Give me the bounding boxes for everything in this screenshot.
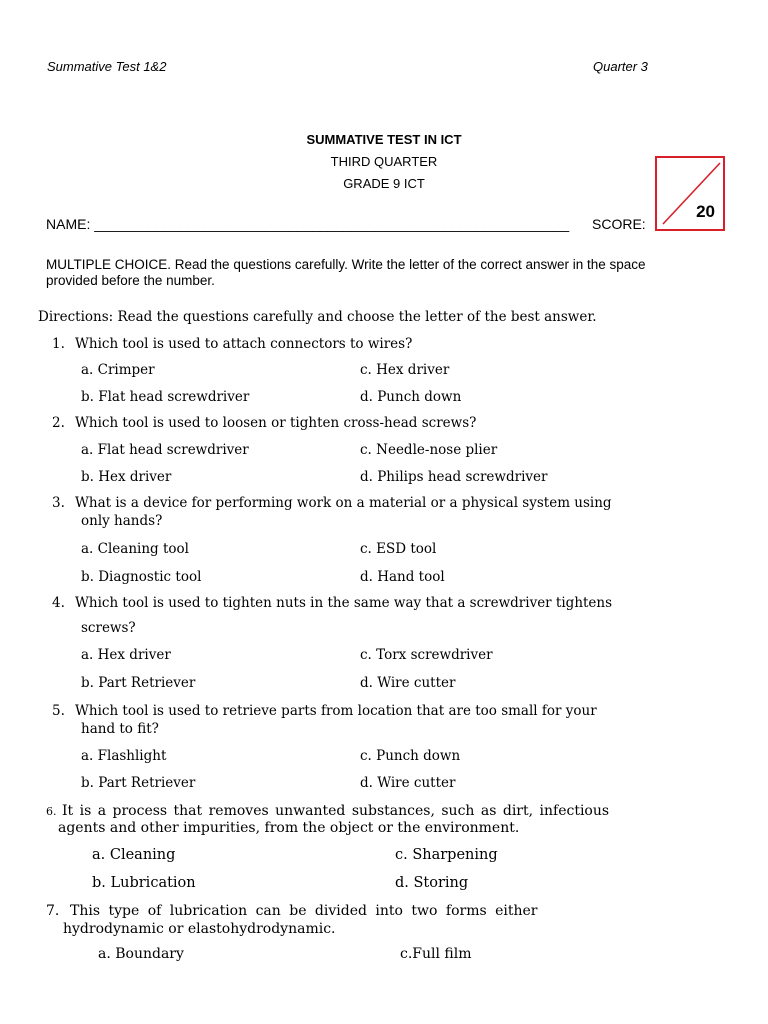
- header-left: Summative Test 1&2: [47, 59, 167, 74]
- question-3-number: 3.: [52, 495, 65, 511]
- question-6-option-d: d. Storing: [395, 875, 469, 891]
- quarter-title: THIRD QUARTER: [330, 154, 438, 169]
- question-1-option-a: a. Crimper: [81, 362, 155, 378]
- question-3-option-c: c. ESD tool: [360, 541, 437, 557]
- question-1-option-b: b. Flat head screwdriver: [81, 389, 250, 405]
- question-6-option-c: c. Sharpening: [395, 847, 498, 863]
- question-7-option-a: a. Boundary: [98, 946, 184, 962]
- question-7-number: 7.: [46, 903, 60, 919]
- question-2-option-d: d. Philips head screwdriver: [360, 469, 548, 485]
- question-1-option-d: d. Punch down: [360, 389, 462, 405]
- question-5-text-line-2: hand to fit?: [81, 721, 159, 737]
- question-6-text-line-2: agents and other impurities, from the object or the environment.: [58, 820, 520, 836]
- question-4-option-d: d. Wire cutter: [360, 675, 456, 691]
- question-2-text: Which tool is used to loosen or tighten cross-head screws?: [75, 415, 477, 431]
- question-5-number: 5.: [52, 703, 65, 719]
- question-4-option-b: b. Part Retriever: [81, 675, 196, 691]
- question-4-number: 4.: [52, 595, 65, 611]
- question-3-text-line-1: What is a device for performing work on a material or a physical system using: [75, 495, 612, 511]
- question-3-option-d: d. Hand tool: [360, 569, 445, 585]
- name-field: NAME: _____________________________________________________________: [46, 216, 570, 232]
- question-2-number: 2.: [52, 415, 65, 431]
- question-4-text-line-2: screws?: [81, 620, 136, 636]
- score-total: 20: [696, 202, 715, 221]
- question-5-option-d: d. Wire cutter: [360, 775, 456, 791]
- question-7-text-line-2: hydrodynamic or elastohydrodynamic.: [63, 921, 336, 937]
- question-3-option-a: a. Cleaning tool: [81, 541, 189, 557]
- question-5-option-a: a. Flashlight: [81, 748, 167, 764]
- question-6-option-a: a. Cleaning: [92, 847, 176, 863]
- question-2-option-a: a. Flat head screwdriver: [81, 442, 249, 458]
- directions: Directions: Read the questions carefully and choose the letter of the best answer.: [38, 309, 597, 325]
- question-7-text-line-1: This type of lubrication can be divided into two forms either: [70, 903, 538, 919]
- question-7-option-c: c.Full film: [400, 946, 472, 962]
- question-1-option-c: c. Hex driver: [360, 362, 450, 378]
- grade-title: GRADE 9 ICT: [343, 176, 425, 191]
- question-4-option-c: c. Torx screwdriver: [360, 647, 493, 663]
- question-4-text-line-1: Which tool is used to tighten nuts in the same way that a screwdriver tightens: [75, 595, 613, 611]
- score-label: SCORE:: [592, 216, 646, 232]
- question-6-option-b: b. Lubrication: [92, 875, 196, 891]
- question-5-option-b: b. Part Retriever: [81, 775, 196, 791]
- question-2-option-c: c. Needle-nose plier: [360, 442, 498, 458]
- score-box: [655, 156, 725, 231]
- test-title: SUMMATIVE TEST IN ICT: [306, 132, 462, 147]
- question-6-text-line-1: It is a process that removes unwanted substances, such as dirt, infectious: [62, 803, 610, 819]
- question-3-text-line-2: only hands?: [81, 513, 163, 529]
- header-right: Quarter 3: [593, 59, 648, 74]
- question-2-option-b: b. Hex driver: [81, 469, 172, 485]
- question-3-option-b: b. Diagnostic tool: [81, 569, 202, 585]
- question-1-text: Which tool is used to attach connectors to wires?: [75, 336, 413, 352]
- question-4-option-a: a. Hex driver: [81, 647, 171, 663]
- question-6-number: 6.: [46, 805, 57, 818]
- question-5-option-c: c. Punch down: [360, 748, 461, 764]
- question-1-number: 1.: [52, 336, 65, 352]
- instructions: MULTIPLE CHOICE. Read the questions carefully. Write the letter of the correct answer in the space provided before the number.: [46, 257, 646, 288]
- question-5-text-line-1: Which tool is used to retrieve parts from location that are too small for your: [75, 703, 597, 719]
